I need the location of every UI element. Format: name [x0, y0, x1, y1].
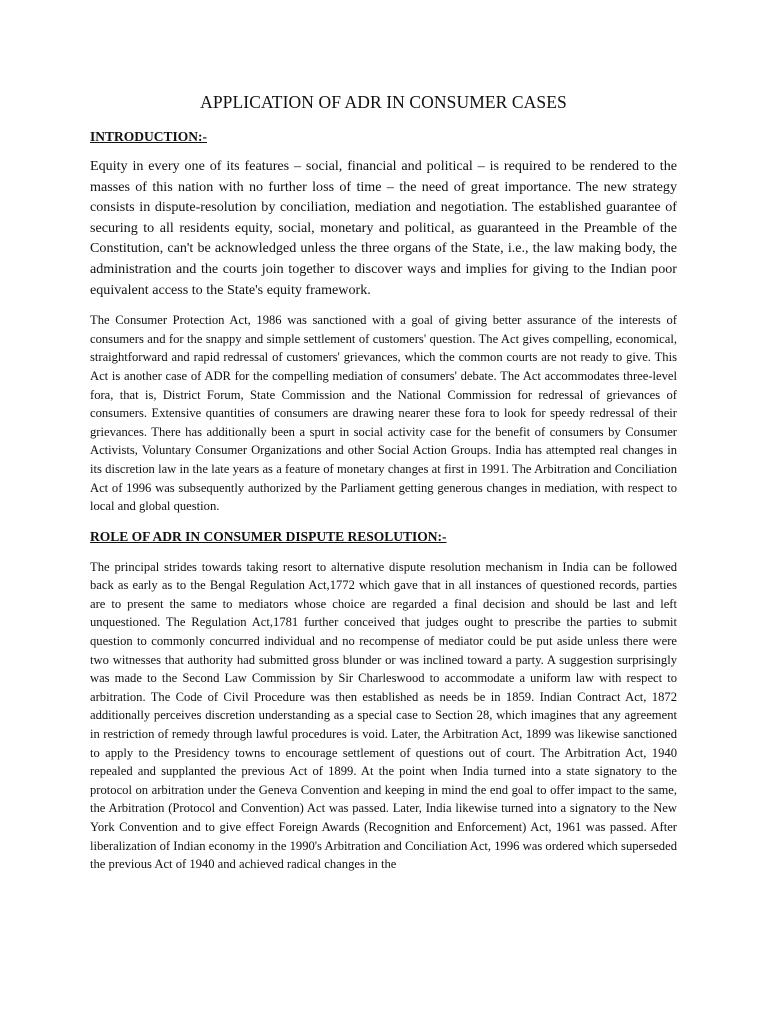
paragraph-introduction-1: Equity in every one of its features – social, financial and political – is required to be rendered to the masses of this nation with no further loss of time – the need of great importance. The new strategy consists in dispute-resolution by conciliation, mediation and negotiation. The established guarantee of securing to all residents equity, social, monetary and political, as guaranteed in the Preamble of the Constitution, can't be acknowledged unless the three organs of the State, i.e., the law making body, the administration and the courts join together to discover ways and implies for giving to the Indian poor equivalent access to the State's equity framework. — [90, 158, 677, 298]
paragraph-introduction-2: The Consumer Protection Act, 1986 was sanctioned with a goal of giving better assurance of the interests of consumers and for the snappy and simple settlement of customers' question. The Act gives compelling, economical, straightforward and rapid redressal of customers' grievances, which the common courts are not ready to give. This Act is another case of ADR for the compelling mediation of consumers' debate. The Act accommodates three-level fora, that is, District Forum, State Commission and the National Commission for redressal of grievances of consumers. Extensive quantities of consumers are drawing nearer these fora to look for speedy redressal of their grievances. There has additionally been a spurt in social activity case for the benefit of consumers by Consumer Activists, Voluntary Consumer Organizations and other Social Action Groups. India has attempted real changes in its discretion law in the late years as a feature of monetary changes at first in 1991. The Arbitration and Conciliation Act of 1996 was subsequently authorized by the Parliament getting generous changes in mediation, with respect to local and global question. — [90, 313, 677, 514]
document-title: APPLICATION OF ADR IN CONSUMER CASES — [200, 92, 567, 112]
section-heading-role-of-adr: ROLE OF ADR IN CONSUMER DISPUTE RESOLUTION:- — [90, 528, 447, 544]
paragraph-role-of-adr-1: The principal strides towards taking resort to alternative dispute resolution mechanism in India can be followed back as early as to the Bengal Regulation Act,1772 which gave that in all instances of questioned records, parties are to present the same to mediators whose choice are regarded a final decision and should be last and left unquestioned. The Regulation Act,1781 further conceived that judges ought to prescribe the parties to submit question to commonly concurred individual and no recompense of mediator could be put aside unless there were two witnesses that authority had submitted gross blunder or was inclined toward a party. A suggestion surprisingly was made to the Second Law Commission by Sir Charleswood to accommodate a uniform law with respect to arbitration. The Code of Civil Procedure was then established as needs be in 1859. Indian Contract Act, 1872 additionally perceives discretion understanding as a special case to Section 28, which imagines that any agreement in restriction of remedy through lawful procedures is void. Later, the Arbitration Act, 1899 was likewise sanctioned to apply to the Presidency towns to encourage settlement of questions out of court. The Arbitration Act, 1940 repealed and supplanted the previous Act of 1899. At the point when India turned into a state signatory to the protocol on arbitration under the Geneva Convention and keeping in mind the end goal to offer impact to the same, the Arbitration (Protocol and Convention) Act was passed. Later, India likewise turned into a signatory to the New York Convention and to give effect Foreign Awards (Recognition and Enforcement) Act, 1961 was passed. After liberalization of Indian economy in the 1990's Arbitration and Conciliation Act, 1996 was ordered which superseded the previous Act of 1940 and achieved radical changes in the — [90, 559, 677, 872]
section-heading-introduction: INTRODUCTION:- — [90, 129, 208, 144]
document-body — [90, 92, 677, 874]
